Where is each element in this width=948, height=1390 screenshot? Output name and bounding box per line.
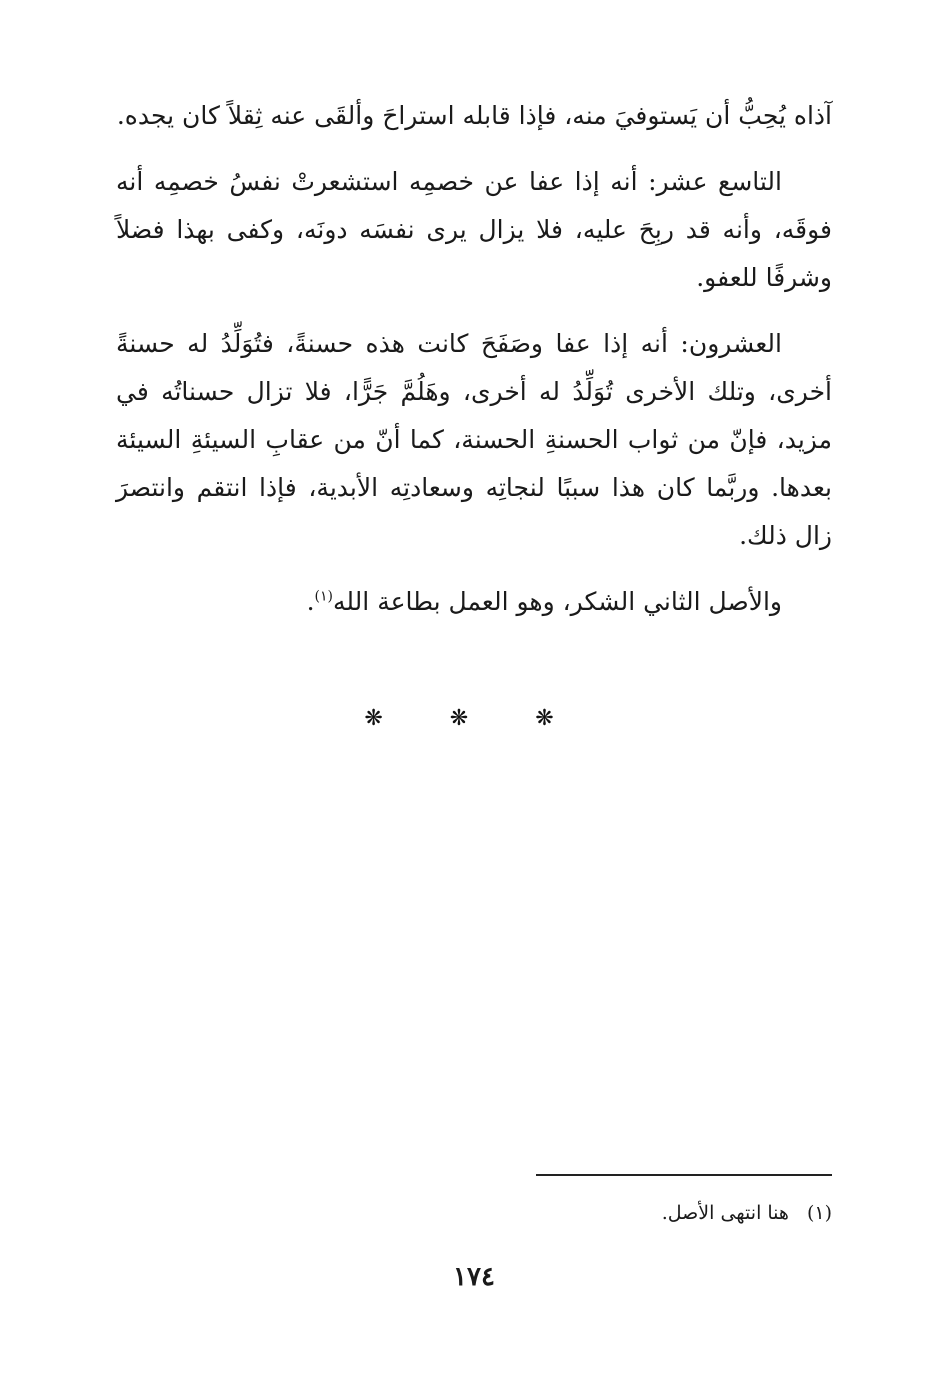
footnote-divider xyxy=(536,1174,832,1176)
paragraph-continuation: آذاه يُحِبُّ أن يَستوفيَ منه، فإذا قابله استراحَ وألقَى عنه ثِقلاً كان يجده. xyxy=(116,101,832,130)
footnote-number: (١) xyxy=(806,1202,832,1224)
paragraph-nineteenth: التاسع عشر: أنه إذا عفا عن خصمِه استشعرتْ نفسُ خصمِه أنه فوقَه، وأنه قد ربِحَ عليه، فلا يزال يرى نفسَه دونَه، وكفى بهذا فضلاً وشرفًا للعفو. xyxy=(116,167,832,292)
body-text xyxy=(116,92,832,644)
second-principle-end: . xyxy=(306,587,315,616)
footnote xyxy=(116,1198,832,1228)
second-principle-text: والأصل الثاني الشكر، وهو العمل بطاعة الله xyxy=(333,587,782,616)
paragraph-second-principle xyxy=(116,578,832,626)
footnote-reference[interactable]: (١) xyxy=(314,588,333,605)
paragraph-twentieth: العشرون: أنه إذا عفا وصَفَحَ كانت هذه حسنةً، فتُوَلِّدُ له حسنةً أخرى، وتلك الأخرى تُوَلِّدُ له أخرى، وهَلُمَّ جَرًّا، فلا تزال حسناتُه في مزيد، فإنّ من ثواب الحسنةِ الحسنة، كما أنّ من عقابِ السيئةِ السيئة بعدها. وربَّما كان هذا سببًا لنجاتِه وسعادتِه الأبدية، فإذا انتقم وانتصرَ زال ذلك. xyxy=(116,329,832,550)
section-separator-stars: ❋ ❋ ❋ xyxy=(364,706,584,731)
footnote-text: هنا انتهى الأصل. xyxy=(661,1202,789,1224)
page-number: ١٧٤ xyxy=(453,1262,495,1292)
